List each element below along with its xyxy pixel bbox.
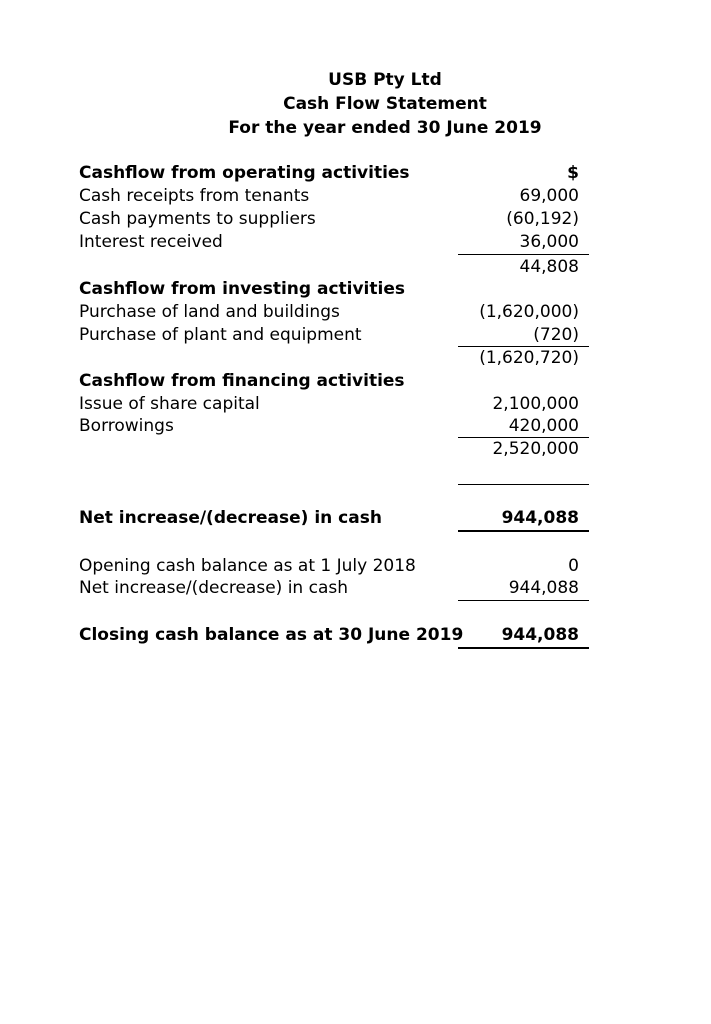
total-rule: [458, 484, 589, 485]
financing-subtotal-row: [79, 438, 589, 461]
investing-subtotal-row: [79, 347, 589, 370]
opening-balance-row: [79, 555, 589, 578]
opening-balance-amount: 0: [568, 556, 579, 576]
subtotal-rule: [458, 600, 589, 601]
investing-heading-row: [79, 278, 589, 301]
closing-balance-label: Closing cash balance as at 30 June 2019: [79, 625, 464, 645]
net-increase-recon-row: [79, 577, 589, 600]
statement-title: Cash Flow Statement: [283, 94, 487, 114]
investing-heading: Cashflow from investing activities: [79, 279, 405, 299]
operating-subtotal: 44,808: [519, 257, 579, 277]
net-increase-recon-amount: 944,088: [508, 578, 579, 598]
opening-balance-label: Opening cash balance as at 1 July 2018: [79, 556, 416, 576]
table-row: [79, 185, 589, 208]
line-item-label: Purchase of plant and equipment: [79, 325, 362, 345]
closing-balance-amount: 944,088: [501, 625, 579, 645]
operating-subtotal-row: [79, 256, 589, 279]
net-increase-recon-label: Net increase/(decrease) in cash: [79, 578, 348, 598]
line-item-amount: (1,620,000): [479, 302, 579, 322]
total-rule: [458, 530, 589, 532]
line-item-amount: (720): [533, 325, 579, 345]
table-row: [79, 231, 589, 254]
operating-heading-row: [79, 162, 589, 185]
line-item-label: Issue of share capital: [79, 394, 260, 414]
net-increase-row: [79, 507, 589, 530]
table-row: [79, 301, 589, 324]
operating-heading: Cashflow from operating activities: [79, 163, 410, 183]
company-name: USB Pty Ltd: [328, 70, 442, 90]
investing-subtotal: (1,620,720): [479, 348, 579, 368]
financing-heading: Cashflow from financing activities: [79, 371, 405, 391]
line-item-amount: 69,000: [519, 186, 579, 206]
line-item-label: Purchase of land and buildings: [79, 302, 340, 322]
financing-subtotal: 2,520,000: [492, 439, 579, 459]
total-rule: [458, 647, 589, 649]
net-increase-amount: 944,088: [501, 508, 579, 528]
line-item-amount: (60,192): [506, 209, 579, 229]
table-row: [79, 324, 589, 347]
closing-balance-row: [79, 624, 589, 647]
line-item-amount: 36,000: [519, 232, 579, 252]
line-item-amount: 2,100,000: [492, 394, 579, 414]
subtotal-rule: [458, 254, 589, 255]
statement-period: For the year ended 30 June 2019: [228, 118, 542, 138]
table-row: [79, 393, 589, 416]
currency-symbol: $: [567, 163, 579, 183]
net-increase-label: Net increase/(decrease) in cash: [79, 508, 382, 528]
financing-heading-row: [79, 370, 589, 393]
line-item-label: Cash receipts from tenants: [79, 186, 310, 206]
line-item-amount: 420,000: [508, 416, 579, 436]
line-item-label: Cash payments to suppliers: [79, 209, 316, 229]
line-item-label: Borrowings: [79, 416, 174, 436]
table-row: [79, 208, 589, 231]
line-item-label: Interest received: [79, 232, 223, 252]
table-row: [79, 415, 589, 438]
